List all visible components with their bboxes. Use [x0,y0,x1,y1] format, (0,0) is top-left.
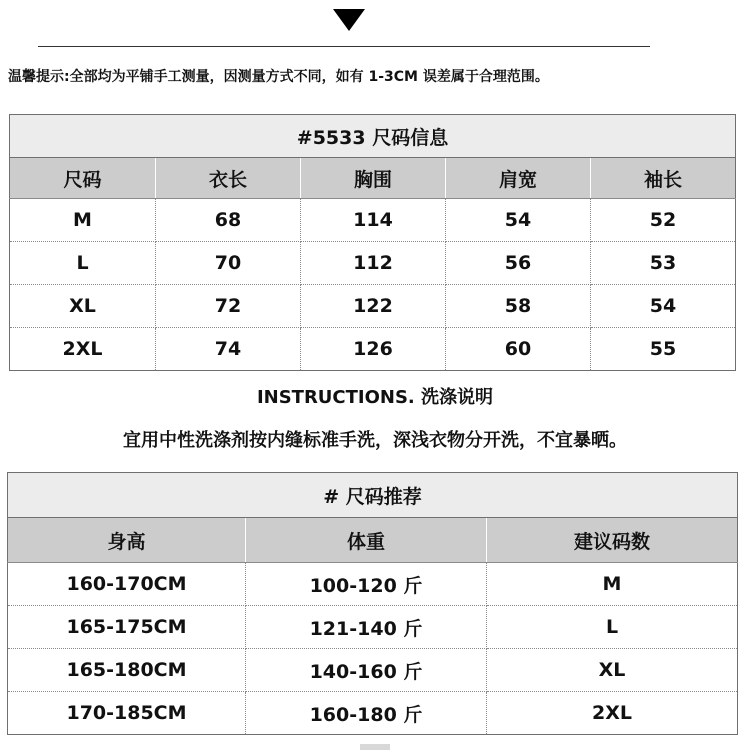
recommend-table-header-row [8,518,738,563]
cell-suggested-size: XL [487,649,738,692]
header-suggested-size: 建议码数 [487,518,738,563]
cell-suggested-size: M [487,563,738,606]
recommend-table-title: # 尺码推荐 [8,473,738,518]
cell-length: 70 [156,242,301,285]
instructions-text: 宜用中性洗涤剂按内缝标准手洗，深浅衣物分开洗，不宜暴晒。 [123,430,627,451]
header-height: 身高 [8,518,246,563]
size-table-header-row [10,158,736,199]
header-sleeve: 袖长 [591,158,736,199]
table-row [8,563,738,606]
table-row [10,242,736,285]
cell-sleeve: 54 [591,285,736,328]
cell-size: 2XL [10,328,156,371]
header-chest: 胸围 [301,158,446,199]
cell-shoulder: 60 [446,328,591,371]
table-row [8,649,738,692]
header-weight: 体重 [246,518,487,563]
cell-weight: 100-120 斤 [246,563,487,606]
size-recommend-table [7,472,738,735]
cell-shoulder: 56 [446,242,591,285]
cell-height: 165-175CM [8,606,246,649]
cell-size: L [10,242,156,285]
size-info-table [9,114,736,371]
header-length: 衣长 [156,158,301,199]
size-table-title: #5533 尺码信息 [10,115,736,158]
table-row [10,199,736,242]
down-arrow-icon [333,9,365,31]
cell-size: XL [10,285,156,328]
cell-sleeve: 55 [591,328,736,371]
header-shoulder: 肩宽 [446,158,591,199]
recommend-table-title-row [8,473,738,518]
header-size: 尺码 [10,158,156,199]
cell-shoulder: 58 [446,285,591,328]
cell-shoulder: 54 [446,199,591,242]
cell-sleeve: 53 [591,242,736,285]
divider-line [38,46,650,47]
table-row [8,606,738,649]
cell-chest: 114 [301,199,446,242]
cell-sleeve: 52 [591,199,736,242]
cell-size: M [10,199,156,242]
cell-chest: 126 [301,328,446,371]
cell-length: 72 [156,285,301,328]
table-row [10,285,736,328]
bottom-edge-mark [360,744,390,750]
cell-suggested-size: L [487,606,738,649]
cell-length: 74 [156,328,301,371]
cell-height: 170-185CM [8,692,246,735]
cell-weight: 140-160 斤 [246,649,487,692]
cell-height: 165-180CM [8,649,246,692]
cell-weight: 160-180 斤 [246,692,487,735]
size-table-title-row [10,115,736,158]
instructions-heading: INSTRUCTIONS. 洗涤说明 [256,387,494,408]
cell-chest: 112 [301,242,446,285]
table-row [8,692,738,735]
cell-height: 160-170CM [8,563,246,606]
cell-suggested-size: 2XL [487,692,738,735]
cell-length: 68 [156,199,301,242]
cell-chest: 122 [301,285,446,328]
table-row [10,328,736,371]
cell-weight: 121-140 斤 [246,606,487,649]
measurement-notice: 温馨提示:全部均为平铺手工测量，因测量方式不同，如有 1-3CM 误差属于合理范围。 [8,69,549,85]
